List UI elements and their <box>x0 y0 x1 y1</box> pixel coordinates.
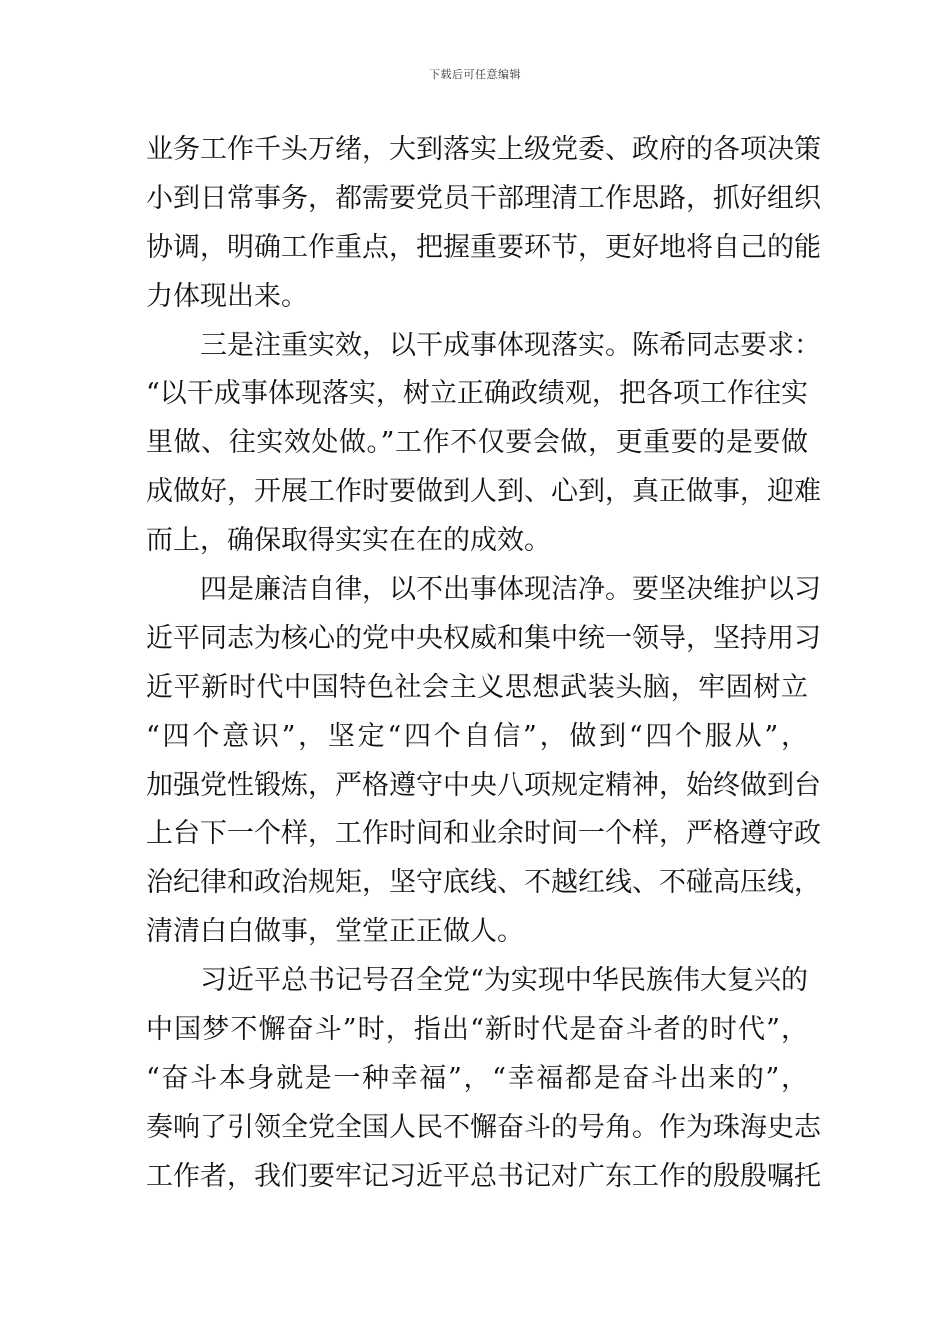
text-line: 中国梦不懈奋斗”时，指出“新时代是奋斗者的时代”， <box>146 1014 808 1046</box>
text-line: “以干成事体现落实，树立正确政绩观，把各项工作往实 <box>146 378 808 410</box>
text-line: 成做好，开展工作时要做到人到、心到，真正做事，迎难 <box>146 476 821 508</box>
text-line: 清清白白做事，堂堂正正做人。 <box>146 916 524 948</box>
document-body <box>146 126 821 1202</box>
paragraph <box>146 566 821 957</box>
text-line: “四个意识”，坚定“四个自信”，做到“四个服从”， <box>146 720 808 752</box>
text-line: 而上，确保取得实实在在的成效。 <box>146 525 551 557</box>
text-line: 近平新时代中国特色社会主义思想武装头脑，牢固树立 <box>146 671 808 703</box>
text-line: 加强党性锻炼，严格遵守中央八项规定精神，始终做到台 <box>146 769 821 801</box>
text-line: 工作者，我们要牢记习近平总书记对广东工作的殷殷嘱托 <box>146 1160 821 1192</box>
text-line: 里做、往实效处做。”工作不仅要会做，更重要的是要做 <box>146 427 808 459</box>
text-line: 治纪律和政治规矩，坚守底线、不越红线、不碰高压线， <box>146 867 821 899</box>
text-line: “奋斗本身就是一种幸福”，“幸福都是奋斗出来的”， <box>146 1062 808 1094</box>
text-line: 近平同志为核心的党中央权威和集中统一领导，坚持用习 <box>146 622 821 654</box>
text-line: 上台下一个样，工作时间和业余时间一个样，严格遵守政 <box>146 818 821 850</box>
text-line: 力体现出来。 <box>146 280 308 312</box>
text-line: 协调，明确工作重点，把握重要环节，更好地将自己的能 <box>146 231 821 263</box>
text-line: 奏响了引领全党全国人民不懈奋斗的号角。作为珠海史志 <box>146 1111 821 1143</box>
paragraph <box>146 322 821 566</box>
text-line: 四是廉洁自律，以不出事体现洁净。要坚决维护以习 <box>200 574 821 606</box>
paragraph <box>146 957 821 1201</box>
page-header: 下载后可任意编辑 <box>429 68 521 81</box>
text-line: 业务工作千头万绪，大到落实上级党委、政府的各项决策 <box>146 134 821 165</box>
paragraph <box>146 126 821 322</box>
text-line: 小到日常事务，都需要党员干部理清工作思路，抓好组织 <box>146 182 821 214</box>
text-line: 习近平总书记号召全党“为实现中华民族伟大复兴的 <box>200 965 808 997</box>
text-line: 三是注重实效，以干成事体现落实。陈希同志要求： <box>200 329 821 361</box>
